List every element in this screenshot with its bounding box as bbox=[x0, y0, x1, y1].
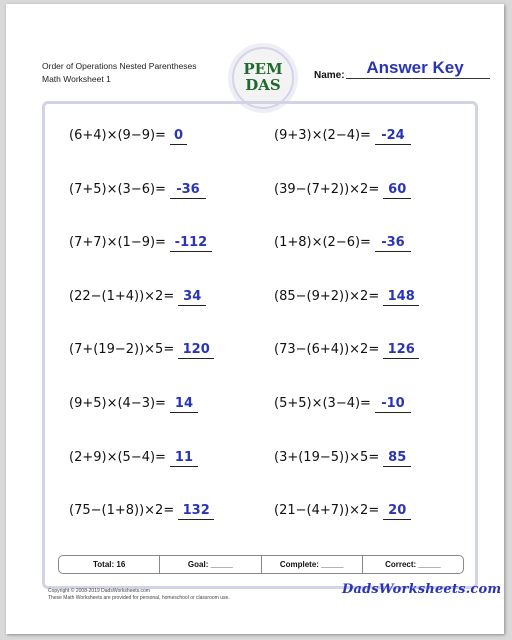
problem-6 bbox=[274, 235, 411, 252]
problem-1 bbox=[69, 128, 187, 145]
problem-expression: (1+8)×(2−6)= bbox=[274, 235, 371, 251]
complete-cell: Complete: _____ bbox=[261, 556, 362, 573]
problem-12 bbox=[274, 396, 411, 413]
brand-logo: DadsWorksheets.com bbox=[342, 582, 502, 597]
answer-field[interactable]: 85 bbox=[383, 450, 411, 467]
answer-field[interactable]: 34 bbox=[178, 289, 206, 306]
logo-line-1: PEM bbox=[243, 60, 283, 78]
answer-field[interactable]: 0 bbox=[170, 128, 187, 145]
problem-expression: (9+5)×(4−3)= bbox=[69, 396, 166, 411]
answer-field[interactable]: 14 bbox=[170, 396, 198, 413]
problem-4 bbox=[274, 182, 411, 199]
answer-field[interactable]: 60 bbox=[383, 182, 411, 199]
problem-5 bbox=[69, 235, 212, 252]
problem-expression: (3+(19−5))×5= bbox=[274, 449, 380, 465]
logo-line-2: DAS bbox=[245, 76, 281, 94]
title-line-2: Math Worksheet 1 bbox=[42, 74, 111, 84]
answer-field[interactable]: -36 bbox=[375, 235, 411, 252]
problem-expression: (5+5)×(3−4)= bbox=[274, 396, 371, 411]
problem-14 bbox=[274, 450, 411, 467]
worksheet-page bbox=[6, 4, 504, 634]
problem-16 bbox=[274, 503, 411, 520]
problem-8 bbox=[274, 289, 419, 306]
problem-expression: (75−(1+8))×2= bbox=[69, 503, 175, 519]
problem-expression: (39−(7+2))×2= bbox=[274, 181, 380, 197]
problem-expression: (6+4)×(9−9)= bbox=[69, 128, 166, 143]
problem-7 bbox=[69, 289, 206, 306]
name-line bbox=[346, 78, 490, 79]
worksheet-title bbox=[42, 60, 197, 86]
problem-15 bbox=[69, 503, 214, 520]
problem-expression: (85−(9+2))×2= bbox=[274, 288, 380, 304]
name-label: Name: bbox=[314, 70, 345, 81]
problem-3 bbox=[69, 182, 206, 199]
goal-cell: Goal: _____ bbox=[159, 556, 260, 573]
problem-expression: (2+9)×(5−4)= bbox=[69, 449, 166, 465]
answer-field[interactable]: 20 bbox=[383, 503, 411, 520]
answer-field[interactable]: 148 bbox=[383, 289, 419, 306]
answer-field[interactable]: 132 bbox=[178, 503, 214, 520]
answer-field[interactable]: 11 bbox=[170, 450, 198, 467]
problem-expression: (22−(1+4))×2= bbox=[69, 288, 175, 304]
total-cell: Total: 16 bbox=[92, 560, 126, 569]
answer-field[interactable]: -10 bbox=[375, 396, 411, 413]
problem-9 bbox=[69, 342, 214, 359]
problem-expression: (7+(19−2))×5= bbox=[69, 342, 175, 358]
answer-field[interactable]: 120 bbox=[178, 342, 214, 359]
answer-field[interactable]: 126 bbox=[383, 342, 419, 359]
correct-cell: Correct: _____ bbox=[362, 556, 463, 573]
problem-2 bbox=[274, 128, 411, 145]
answer-field[interactable]: -112 bbox=[170, 235, 212, 252]
problem-13 bbox=[69, 450, 198, 467]
problem-11 bbox=[69, 396, 198, 413]
answer-field[interactable]: -36 bbox=[170, 182, 206, 199]
score-footer bbox=[58, 555, 464, 574]
problem-expression: (7+5)×(3−6)= bbox=[69, 181, 166, 197]
copyright-line-2: These Math Worksheets are provided for personal, homeschool or classroom use. bbox=[48, 595, 230, 601]
problem-10 bbox=[274, 342, 419, 359]
answer-key-label: Answer Key bbox=[366, 58, 464, 77]
answer-field[interactable]: -24 bbox=[375, 128, 411, 145]
problem-expression: (21−(4+7))×2= bbox=[274, 503, 380, 519]
problem-expression: (73−(6+4))×2= bbox=[274, 342, 380, 358]
title-line-1: Order of Operations Nested Parentheses bbox=[42, 61, 197, 71]
problem-expression: (7+7)×(1−9)= bbox=[69, 235, 166, 251]
pemdas-logo bbox=[232, 47, 294, 109]
copyright-line-1: Copyright © 2008-2019 DadsWorksheets.com bbox=[48, 588, 150, 594]
copyright bbox=[48, 588, 230, 602]
problem-expression: (9+3)×(2−4)= bbox=[274, 128, 371, 143]
